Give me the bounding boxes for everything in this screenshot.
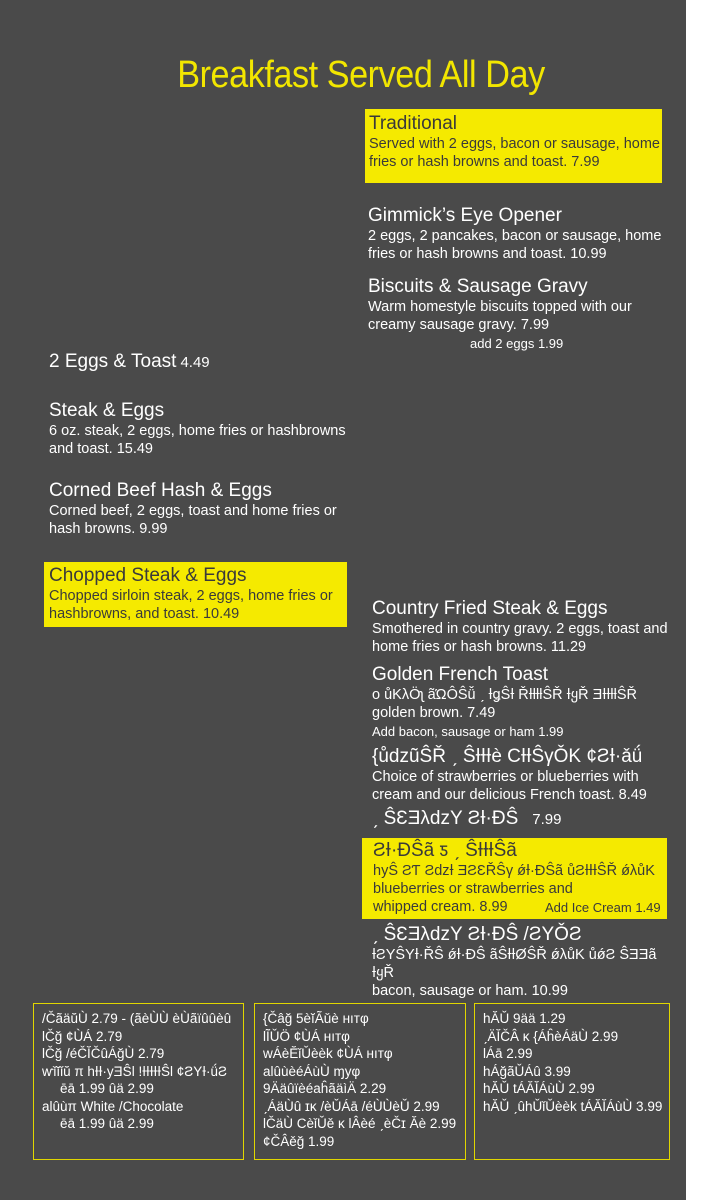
box-line: ˏÁäÙû ɪκ /èǓÁā /éÙÙèǓ 2.99 — [263, 1098, 440, 1114]
item-name: Chopped Steak & Eggs — [49, 565, 247, 586]
item-name: Steak & Eggs — [49, 400, 165, 421]
item-desc: golden brown. 7.49 — [372, 705, 496, 721]
sides-box-1 — [33, 1003, 244, 1160]
item-name: Corned Beef Hash & Eggs — [49, 480, 272, 501]
item-name: Traditional — [369, 113, 458, 134]
item-name: ˏ ŜƐƎλdzY ƧƗ·ÐŜ — [372, 808, 519, 829]
box-line: ƖÁā 2.99 — [483, 1046, 533, 1061]
box-line: hĂǓ ˏûhǓǐǓèèk tÁĂĬÁùÙ 3.99 — [483, 1098, 663, 1114]
item-desc: ƗƧYŜYƗ·ŘŜ ǿƗ·ÐŜ ãŜƗƗØŜŘ ǿλůK ůǿƧ ŜƎƎã ƗყŘ — [372, 947, 657, 981]
item-addon: Add Ice Cream 1.49 — [545, 900, 661, 915]
item-desc: Smothered in country gravy. 2 eggs, toast and home fries or hash browns. 11.29 — [372, 621, 668, 655]
box-line: wÁèĔǐǓèèk ¢ÙÁ ʜıтφ — [263, 1046, 393, 1061]
box-line: ¢ČÂěğ 1.99 — [263, 1133, 335, 1149]
item-desc: 2 eggs, 2 pancakes, bacon or sausage, home fries or hash browns and toast. 10.99 — [368, 228, 662, 262]
menu-item-pancake-special — [362, 838, 667, 919]
box-line: hĂǓ tÁĂĬÁùÙ 2.99 — [483, 1081, 595, 1096]
menu-title: Breakfast Served All Day — [177, 54, 545, 96]
box-line: ēā 1.99 ûä 2.99 — [60, 1081, 154, 1096]
item-name: 2 Eggs & Toast — [49, 351, 177, 372]
box-line: ˏÄĬČÂ κ {ÁĥèÁäÙ 2.99 — [483, 1028, 619, 1044]
box-line: 9ÄäûïèéaĥãäìÄ 2.29 — [263, 1081, 387, 1096]
box-line: ƖČäÙ CèǐǓě κ ƖÂèé ˏèČɪ Ăè 2.99 — [263, 1116, 457, 1131]
menu-item-biscuits — [368, 276, 668, 352]
box-line: aƖûùèéÁùÙ ɱyφ — [263, 1063, 361, 1079]
item-desc: Corned beef, 2 eggs, toast and home fries or hash browns. 9.99 — [49, 503, 337, 537]
item-desc: ο ůKλÖʅ ãΏÔŜǚ ˏ ƗǥŜƗ ŘƗƚƚƚŜŘ ƗყŘ ƎƗƗƚƚŜŘ — [372, 687, 637, 703]
box-line: /ČãäŭÙ 2.79 - (ãèÙÙ èÙãïûûèû — [42, 1011, 232, 1026]
menu-item-short-stack — [372, 808, 672, 831]
box-line: hÁğãǓÁû 3.99 — [483, 1063, 571, 1079]
box-line: ƖČğ ¢ÙÁ 2.79 — [42, 1028, 123, 1044]
box-line: ƖČğ /éČĬČûÁğÙ 2.79 — [42, 1046, 165, 1061]
box-line: ƖĨǓÖ ¢ÙÁ ʜıтφ — [263, 1028, 350, 1044]
item-desc: Chopped sirloin steak, 2 eggs, home fries or hashbrowns, and toast. 10.49 — [49, 588, 333, 622]
menu-item-short-stack-combo — [372, 924, 672, 1000]
item-name: ˏ ŜƐƎλdzY ƧƗ·ÐŜ /ƧYǑƧ — [372, 924, 582, 945]
item-name: ƧƗ·ÐŜã ƽ ˏ ŜƗƗƗŜã — [373, 840, 517, 861]
item-desc: Warm homestyle biscuits topped with our creamy sausage gravy. 7.99 — [368, 299, 632, 333]
menu-item-corned-beef — [49, 480, 359, 538]
menu-item-chopped-steak — [44, 562, 347, 627]
item-desc: hyŜ ƧƬ ƧdzƗ ƎƧƐŘŜγ ǿƗ·ÐŜã ůƧƗƗƗŜŘ ǿλůK — [373, 863, 655, 879]
box-line: aƖûùπ White /Chocolate — [42, 1098, 184, 1114]
item-desc: blueberries or strawberries and — [373, 881, 573, 897]
item-desc: bacon, sausage or ham. 10.99 — [372, 983, 568, 999]
item-desc: 6 oz. steak, 2 eggs, home fries or hashbrowns and toast. 15.49 — [49, 423, 346, 457]
item-name: Golden French Toast — [372, 664, 549, 685]
item-name: Biscuits & Sausage Gravy — [368, 276, 588, 297]
item-name: Gimmick’s Eye Opener — [368, 205, 562, 226]
item-addon: Add bacon, sausage or ham 1.99 — [372, 724, 564, 739]
menu-item-gimmicks — [368, 205, 668, 263]
menu-item-steak-eggs — [49, 400, 359, 458]
item-name: {ůdzũŜŘ ˏ ŜƗƗƗè CƗƗŜγǑK ¢ƧƗ·ǎǘ — [372, 746, 643, 767]
box-line: ⱳǐĭǐŭ π hƗƗ·yƎŜƖ !ƗƗƗƗƗŜƖ ¢ƧYƗ·ǘƧ — [42, 1063, 227, 1079]
menu-item-stuffed-french-toast — [372, 746, 672, 804]
item-price: 4.49 — [180, 354, 210, 371]
item-name: Country Fried Steak & Eggs — [372, 598, 608, 619]
box-line: ēā 1.99 ûä 2.99 — [60, 1116, 154, 1131]
item-desc: Choice of strawberries or blueberries with cream and our delicious French toast. 8.49 — [372, 769, 647, 803]
box-line: {Čâğ 5èĭÃǔè ʜıтφ — [263, 1011, 369, 1026]
menu-item-country-fried — [372, 598, 672, 656]
sides-box-2 — [254, 1003, 466, 1160]
item-price: 7.99 — [532, 811, 562, 828]
menu-item-french-toast — [372, 664, 672, 740]
sides-box-3 — [474, 1003, 670, 1160]
item-desc: Served with 2 eggs, bacon or sausage, home fries or hash browns and toast. 7.99 — [369, 136, 660, 170]
menu-item-traditional — [365, 109, 662, 183]
item-addon: add 2 eggs 1.99 — [470, 336, 564, 351]
menu-item-eggs-toast — [49, 351, 349, 374]
item-desc: whipped cream. 8.99 — [373, 899, 508, 915]
box-line: hĂǓ 9ää 1.29 — [483, 1011, 566, 1026]
